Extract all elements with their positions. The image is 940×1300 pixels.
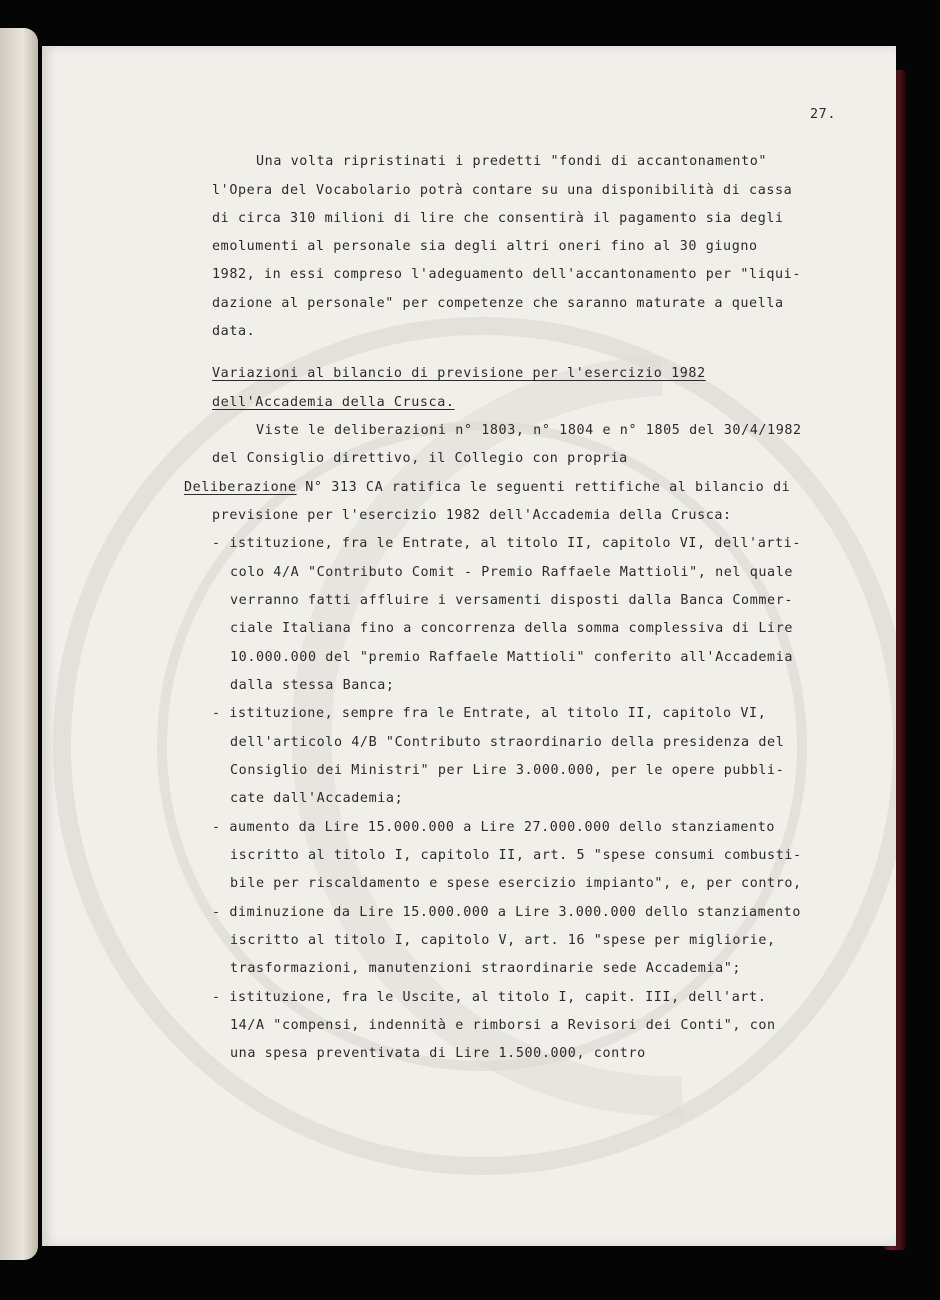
- text-line: dalla stessa Banca;: [230, 678, 395, 693]
- text-line: ciale Italiana fino a concorrenza della somma complessiva di Lire: [230, 621, 794, 636]
- text-line: data.: [212, 324, 256, 339]
- section-heading: dell'Accademia della Crusca.: [212, 395, 455, 410]
- text-line: di circa 310 milioni di lire che consentirà il pagamento sia degli: [212, 211, 784, 226]
- document-page: [42, 46, 896, 1246]
- list-item: - diminuzione da Lire 15.000.000 a Lire 3.000.000 dello stanziamento: [212, 905, 802, 920]
- text-line: 10.000.000 del "premio Raffaele Mattioli" conferito all'Accademia: [230, 650, 794, 665]
- text-line: bile per riscaldamento e spese esercizio impianto", e, per contro,: [230, 876, 802, 891]
- text-line: dazione al personale" per competenze che saranno maturate a quella: [212, 296, 784, 311]
- list-item: - aumento da Lire 15.000.000 a Lire 27.000.000 dello stanziamento: [212, 820, 776, 835]
- text-line: previsione per l'esercizio 1982 dell'Accademia della Crusca:: [212, 508, 732, 523]
- text-line: emolumenti al personale sia degli altri oneri fino al 30 giugno: [212, 239, 758, 254]
- text-line: del Consiglio direttivo, il Collegio con propria: [212, 451, 628, 466]
- text-line: iscritto al titolo I, capitolo V, art. 16 "spese per migliorie,: [230, 933, 776, 948]
- text-line: colo 4/A "Contributo Comit - Premio Raffaele Mattioli", nel quale: [230, 565, 794, 580]
- text-line: dell'articolo 4/B "Contributo straordinario della presidenza del: [230, 735, 785, 750]
- text-line: iscritto al titolo I, capitolo II, art. 5 "spese consumi combusti-: [230, 848, 802, 863]
- page-number: 27.: [810, 107, 836, 122]
- list-item: - istituzione, fra le Uscite, al titolo I, capit. III, dell'art.: [212, 990, 767, 1005]
- section-heading: Variazioni al bilancio di previsione per l'esercizio 1982: [212, 366, 706, 381]
- list-item: - istituzione, fra le Entrate, al titolo II, capitolo VI, dell'arti-: [212, 536, 802, 551]
- list-item: - istituzione, sempre fra le Entrate, al titolo II, capitolo VI,: [212, 706, 767, 721]
- text-line: cate dall'Accademia;: [230, 791, 404, 806]
- text-line: Viste le deliberazioni n° 1803, n° 1804 e n° 1805 del 30/4/1982: [256, 423, 802, 438]
- text-line: verranno fatti affluire i versamenti disposti dalla Banca Commer-: [230, 593, 794, 608]
- facing-page-edge: [0, 28, 38, 1260]
- text-line: 14/A "compensi, indennità e rimborsi a Revisori dei Conti", con: [230, 1018, 776, 1033]
- text-line: l'Opera del Vocabolario potrà contare su una disponibilità di cassa: [212, 183, 793, 198]
- deliberation-line: [184, 480, 790, 496]
- text-line: una spesa preventivata di Lire 1.500.000, contro: [230, 1046, 646, 1061]
- text-line: Una volta ripristinati i predetti "fondi di accantonamento": [256, 154, 768, 169]
- deliberation-label: Deliberazione: [184, 480, 297, 495]
- text-line: 1982, in essi compreso l'adeguamento dell'accantonamento per "liqui-: [212, 267, 802, 282]
- deliberation-text: N° 313 CA ratifica le seguenti rettifiche al bilancio di: [296, 480, 791, 495]
- text-line: trasformazioni, manutenzioni straordinarie sede Accademia";: [230, 961, 742, 976]
- text-line: Consiglio dei Ministri" per Lire 3.000.000, per le opere pubbli-: [230, 763, 785, 778]
